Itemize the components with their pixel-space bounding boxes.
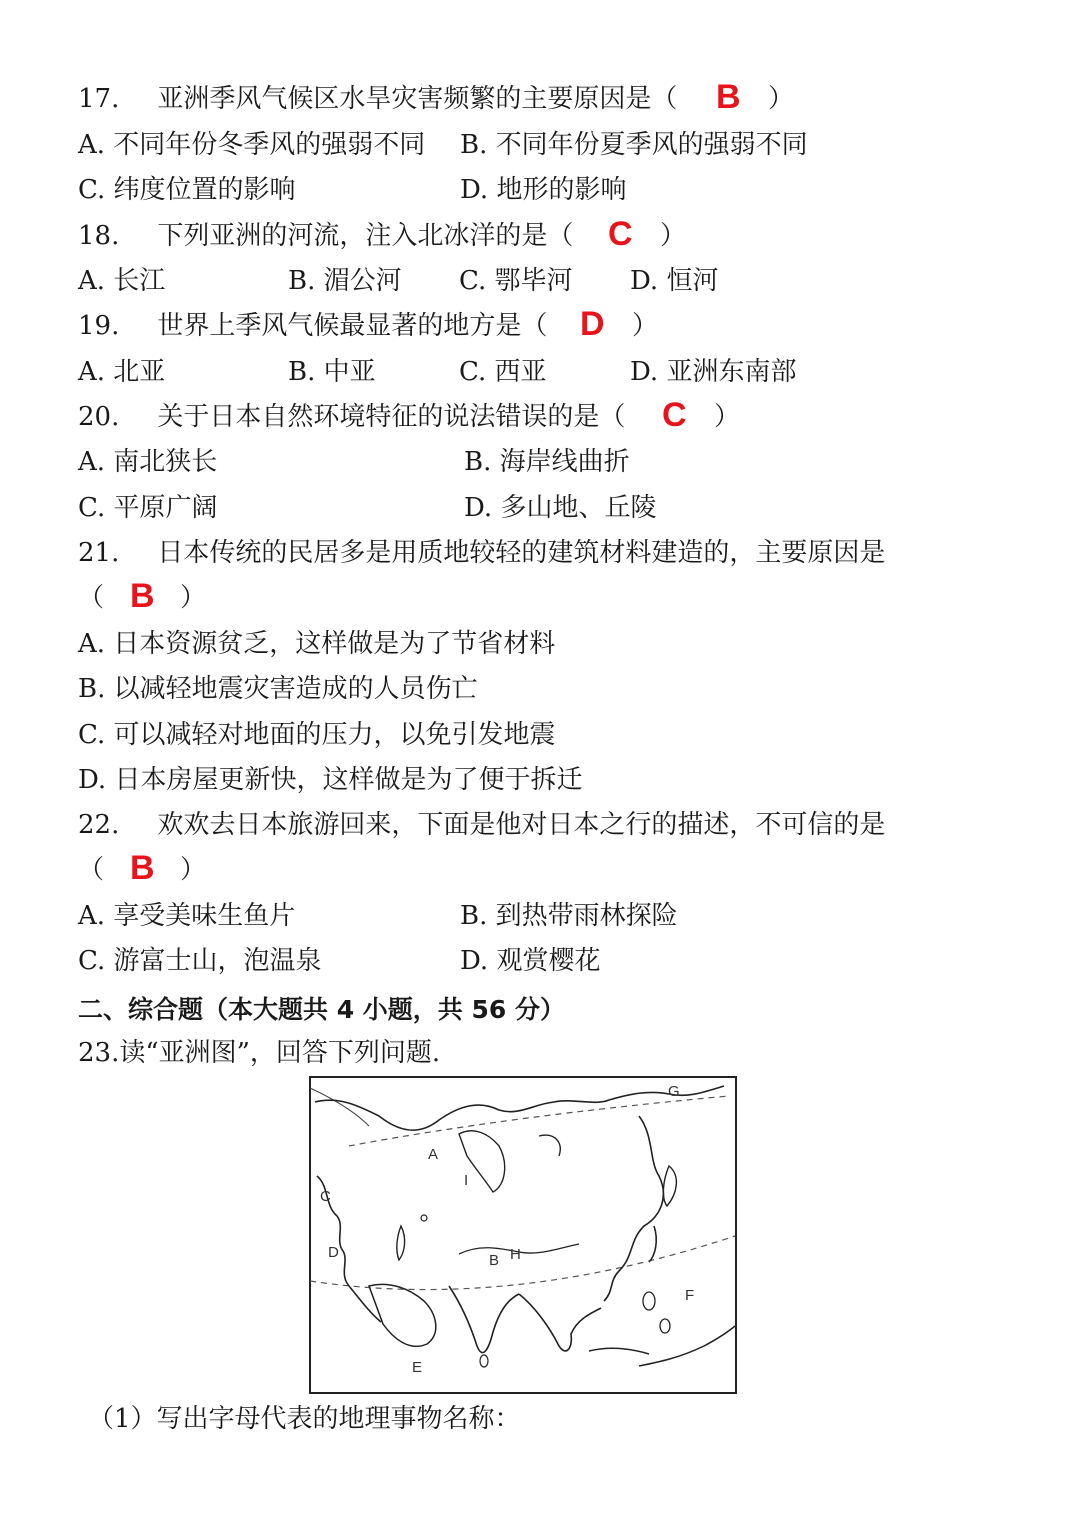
q21-option-d: D. 日本房屋更新快，这样做是为了便于拆迁 — [78, 765, 583, 795]
q17-close: ） — [768, 84, 795, 114]
q21-answer: B — [130, 577, 155, 615]
q17-stem: 17. 亚洲季风气候区水旱灾害频繁的主要原因是（ — [78, 84, 678, 114]
q20-stem: 20. 关于日本自然环境特征的说法错误的是（ — [78, 402, 626, 432]
q21-close: ） — [180, 583, 207, 613]
map-label-h: H — [510, 1246, 521, 1263]
q18-answer: C — [608, 215, 633, 253]
q22-option-c: C. 游富士山，泡温泉 — [78, 946, 322, 976]
q19-close: ） — [632, 311, 659, 341]
q23-sub1: （1）写出字母代表的地理事物名称： — [88, 1404, 521, 1434]
q21-option-a: A. 日本资源贫乏，这样做是为了节省材料 — [78, 629, 556, 659]
map-label-c: C — [320, 1188, 331, 1205]
q21-option-b: B. 以减轻地震灾害造成的人员伤亡 — [78, 674, 478, 704]
q20-option-b: B. 海岸线曲折 — [464, 447, 630, 477]
map-label-a: A — [428, 1146, 439, 1163]
q18-option-a: A. 长江 — [78, 266, 166, 296]
q19-stem: 19. 世界上季风气候最显著的地方是（ — [78, 311, 548, 341]
q22-answer: B — [130, 849, 155, 887]
q22-open: （ — [78, 855, 105, 885]
q20-answer: C — [662, 396, 687, 434]
q18-stem: 18. 下列亚洲的河流，注入北冰洋的是（ — [78, 221, 574, 251]
q22-stem: 22. 欢欢去日本旅游回来，下面是他对日本之行的描述，不可信的是 — [78, 810, 886, 840]
map-frame — [310, 1077, 736, 1393]
q22-option-d: D. 观赏樱花 — [460, 946, 601, 976]
q23-stem: 23.读“亚洲图”，回答下列问题. — [78, 1038, 441, 1068]
map-label-b: B — [489, 1252, 500, 1269]
q22-close: ） — [180, 855, 207, 885]
map-label-i: I — [464, 1172, 469, 1189]
q17-answer: B — [716, 78, 741, 116]
asia-map — [309, 1076, 737, 1394]
q22-option-a: A. 享受美味生鱼片 — [78, 901, 296, 931]
map-label-d: D — [328, 1244, 339, 1261]
q17-option-a: A. 不同年份冬季风的强弱不同 — [78, 130, 426, 160]
q19-option-d: D. 亚洲东南部 — [630, 357, 797, 387]
map-label-g: G — [668, 1083, 680, 1100]
q20-close: ） — [714, 402, 741, 432]
q22-option-b: B. 到热带雨林探险 — [460, 901, 678, 931]
q17-option-c: C. 纬度位置的影响 — [78, 175, 296, 205]
q19-option-c: C. 西亚 — [459, 357, 547, 387]
q18-close: ） — [660, 221, 687, 251]
map-label-e: E — [412, 1359, 423, 1376]
q19-option-a: A. 北亚 — [78, 357, 166, 387]
q18-option-d: D. 恒河 — [630, 266, 719, 296]
q18-option-b: B. 湄公河 — [288, 266, 402, 296]
map-label-f: F — [685, 1287, 695, 1304]
q21-stem: 21. 日本传统的民居多是用质地较轻的建筑材料建造的，主要原因是 — [78, 538, 886, 568]
q20-option-d: D. 多山地、丘陵 — [464, 493, 657, 523]
q19-answer: D — [580, 305, 605, 343]
q20-option-c: C. 平原广阔 — [78, 493, 218, 523]
q19-option-b: B. 中亚 — [288, 357, 376, 387]
q18-option-c: C. 鄂毕河 — [459, 266, 573, 296]
q21-open: （ — [78, 583, 105, 613]
q21-option-c: C. 可以减轻对地面的压力，以免引发地震 — [78, 720, 556, 750]
section-2-title: 二、综合题（本大题共 4 小题，共 56 分） — [78, 995, 566, 1024]
q17-option-b: B. 不同年份夏季风的强弱不同 — [460, 130, 808, 160]
q20-option-a: A. 南北狭长 — [78, 447, 218, 477]
q17-option-d: D. 地形的影响 — [460, 175, 627, 205]
